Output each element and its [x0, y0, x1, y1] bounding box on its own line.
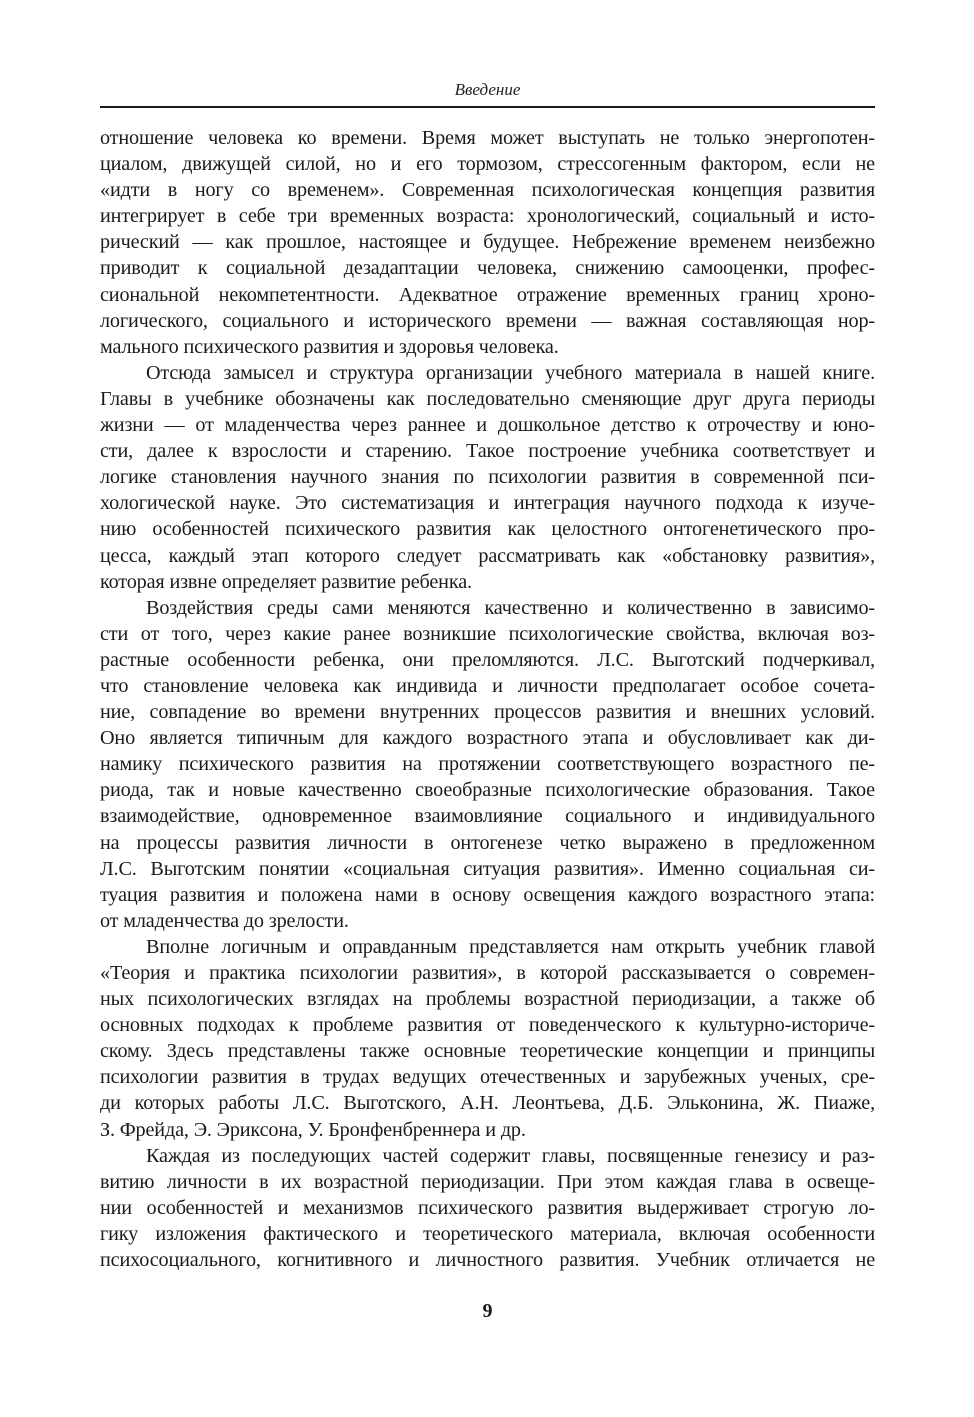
text-line: Л.С. Выготским понятии «социальная ситуация развития». Именно социальная си- [100, 857, 875, 880]
paragraph [100, 1143, 875, 1273]
paragraph [100, 934, 875, 1143]
text-line: мального психического развития и здоровья человека. [100, 335, 559, 358]
text-line: сиональной некомпетентности. Адекватное отражение временных границ хроно- [100, 283, 875, 306]
text-line: которая извне определяет развитие ребенка. [100, 570, 472, 593]
text-line: взаимодействие, одновременное взаимовлияние социального и индивидуального [100, 805, 875, 828]
body-text [100, 125, 875, 1273]
text-line: Вполне логичным и оправданным представляется нам открыть учебник главой [146, 935, 875, 958]
text-line: ние, совпадение во времени внутренних процессов развития и внешних условий. [100, 701, 875, 724]
text-line: циалом, движущей силой, но и его тормозом, стрессогенным фактором, если не [100, 153, 875, 176]
text-line: ди которых работы Л.С. Выготского, А.Н. Леонтьева, Д.Б. Эльконина, Ж. Пиаже, [100, 1092, 875, 1115]
text-line: З. Фрейда, Э. Эриксона, У. Бронфенбреннера и др. [100, 1118, 526, 1141]
text-line: что становление человека как индивида и личности предполагает особое сочета- [100, 674, 875, 697]
running-head: Введение [454, 80, 521, 99]
text-line: жизни — от младенчества через раннее и дошкольное детство к отрочеству и юно- [100, 414, 875, 437]
text-line: психологии развития в трудах ведущих отечественных и зарубежных ученых, сре- [100, 1066, 875, 1089]
header-rule [100, 106, 875, 108]
text-line: Главы в учебнике обозначены как последовательно сменяющие друг друга периоды [100, 387, 875, 410]
text-line: Каждая из последующих частей содержит главы, посвященные генезису и раз- [146, 1144, 875, 1167]
paragraph [100, 595, 875, 934]
text-line: логике становления научного знания по психологии развития в современной пси- [100, 466, 875, 489]
paragraph [100, 125, 875, 360]
text-line: «Теория и практика психологии развития», в которой рассказывается о современ- [100, 962, 875, 984]
page-number: 9 [482, 1300, 493, 1322]
text-line: гику изложения фактического и теоретического материала, включая особенности [100, 1222, 875, 1245]
text-line: растные особенности ребенка, они преломляются. Л.С. Выготский подчеркивал, [100, 648, 875, 671]
text-line: сти от того, через какие ранее возникшие психологические свойства, включая воз- [100, 622, 875, 645]
text-line: скому. Здесь представлены также основные теоретические концепции и принципы [100, 1040, 875, 1063]
text-line: интегрирует в себе три временных возраста: хронологический, социальный и исто- [100, 205, 875, 228]
text-line: Воздействия среды сами меняются качественно и количественно в зависимо- [146, 596, 875, 619]
text-line: психосоциального, когнитивного и личностного развития. Учебник отличается не [100, 1249, 875, 1272]
text-line: ных психологических взглядах на проблемы возрастной периодизации, а также об [100, 988, 875, 1011]
text-line: от младенчества до зрелости. [100, 909, 349, 932]
text-line: туация развития и положена нами в основу освещения каждого возрастного этапа: [100, 883, 875, 906]
text-line: нии особенностей и механизмов психического развития выдерживает строгую ло- [100, 1196, 875, 1219]
text-line: логического, социального и исторического времени — важная составляющая нор- [100, 309, 875, 332]
text-line: сти, далее к взрослости и старению. Такое построение учебника соответствует и [100, 440, 875, 463]
text-line: приводит к социальной дезадаптации человека, снижению самооценки, профес- [100, 257, 875, 280]
text-line: рический — как прошлое, настоящее и будущее. Небрежение временем неизбежно [100, 231, 875, 254]
text-line: хологической науке. Это систематизация и интеграция научного подхода к изуче- [100, 492, 875, 515]
text-line: намику психического развития на протяжении соответствующего возрастного пе- [100, 753, 875, 776]
paragraph [100, 360, 875, 595]
text-line: риода, так и новые качественно своеобразные психологические образования. Такое [100, 779, 875, 802]
text-line: нию особенностей психического развития как целостного онтогенетического про- [100, 518, 875, 541]
text-line: Отсюда замысел и структура организации учебного материала в нашей книге. [146, 361, 875, 384]
text-line: витию личности в их возрастной периодизации. При этом каждая глава в освеще- [100, 1170, 875, 1193]
text-line: Оно является типичным для каждого возрастного этапа и обусловливает как ди- [100, 727, 875, 750]
text-line: отношение человека ко времени. Время может выступать не только энергопотен- [100, 127, 875, 149]
text-line: цесса, каждый этап которого следует рассматривать как «обстановку развития», [100, 544, 875, 567]
text-line: «идти в ногу со временем». Современная психологическая концепция развития [100, 179, 875, 202]
text-line: на процессы развития личности в онтогенезе четко выражено в предложенном [100, 831, 875, 854]
text-line: основных подходах к проблеме развития от поведенческого к культурно-историче- [100, 1014, 875, 1037]
